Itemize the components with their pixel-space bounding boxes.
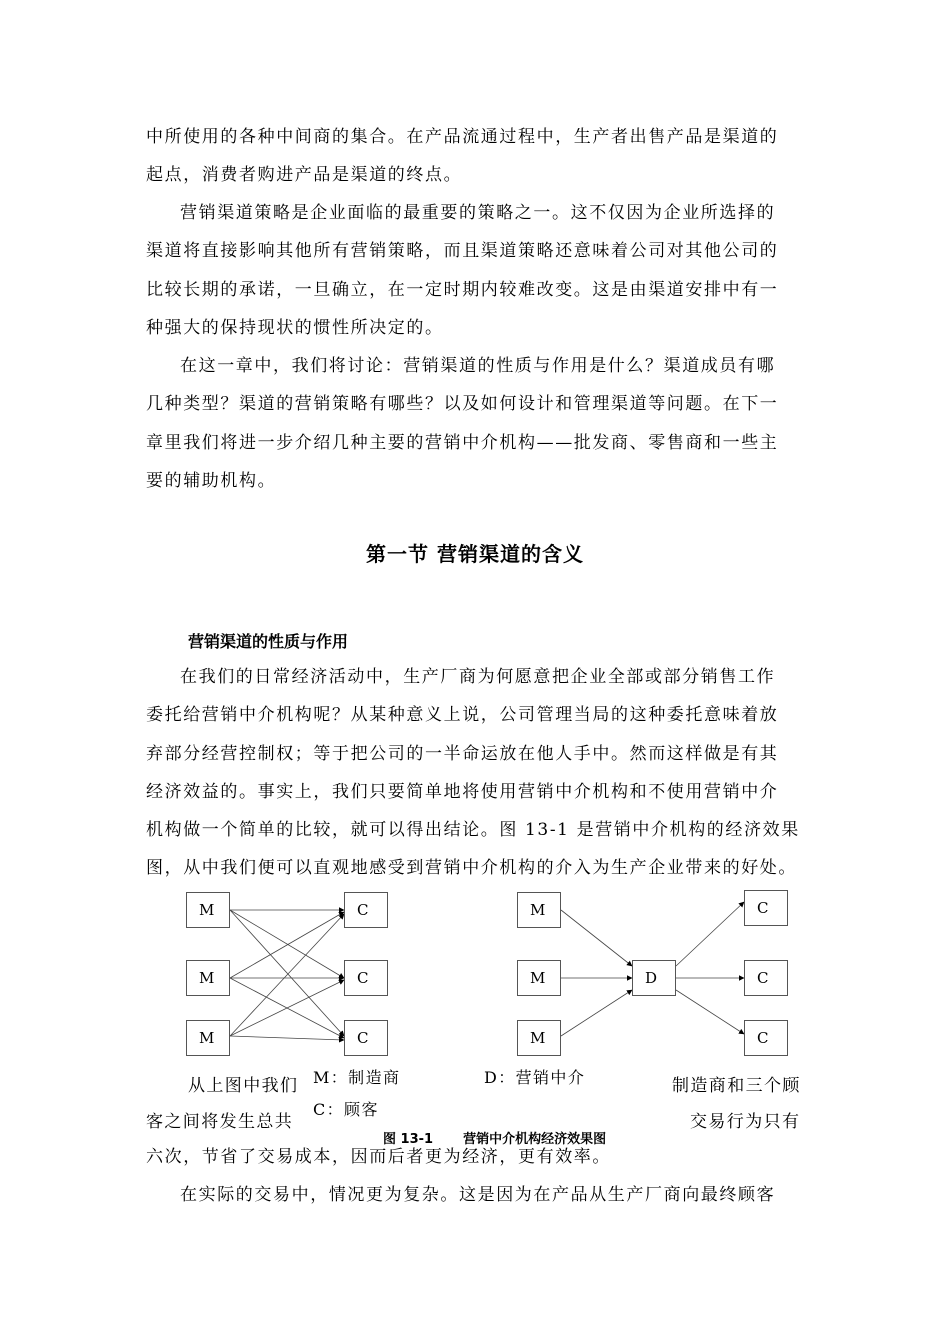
connector-line	[676, 902, 744, 966]
after-figure-text	[146, 1138, 806, 1215]
box-label: M	[199, 969, 215, 987]
connector-line	[230, 1036, 344, 1040]
box-label: C	[757, 969, 769, 987]
intermediary-box	[632, 960, 676, 996]
box-label: D	[645, 969, 658, 987]
text-line: 图，从中我们便可以直观地感受到营销中介机构的介入为生产企业带来的好处。	[146, 858, 797, 879]
connector-line	[230, 978, 344, 1038]
box-label: C	[757, 1029, 769, 1047]
customer-box	[344, 892, 388, 928]
connector-line	[230, 910, 344, 1036]
box-label: M	[199, 1029, 215, 1047]
legend-manufacturer: M：制造商	[313, 1068, 401, 1087]
box-label: M	[199, 901, 215, 919]
manufacturer-box	[186, 960, 230, 996]
text-line: 几种类型？渠道的营销策略有哪些？以及如何设计和管理渠道等问题。在下一	[146, 394, 779, 415]
text-line: 比较长期的承诺，一旦确立，在一定时期内较难改变。这是由渠道安排中有一	[146, 279, 779, 300]
intro-paragraph-3	[146, 347, 806, 500]
manufacturer-box	[517, 892, 561, 928]
connector-line	[230, 914, 344, 1036]
text-line: 营销渠道策略是企业面临的最重要的策略之一。这不仅因为企业所选择的	[180, 203, 776, 223]
text-line: 渠道将直接影响其他所有营销策略，而且渠道策略还意味着公司对其他公司的	[146, 241, 779, 262]
subsection-title: 营销渠道的性质与作用	[188, 632, 349, 651]
customer-box	[344, 1020, 388, 1056]
text-line: 六次，节省了交易成本，因而后者更为经济，更有效率。	[146, 1147, 611, 1167]
text-line: 机构做一个简单的比较，就可以得出结论。图 13-1 是营销中介机构的经济效果	[146, 820, 800, 841]
box-label: C	[357, 969, 369, 987]
text-line: 委托给营销中介机构呢？从某种意义上说，公司管理当局的这种委托意味着放	[146, 705, 779, 726]
box-label: M	[530, 901, 546, 919]
intro-paragraph-2	[146, 194, 806, 347]
connector-line	[230, 910, 344, 978]
box-label: C	[357, 901, 369, 919]
customer-box	[744, 960, 788, 996]
connector-line	[561, 990, 632, 1036]
text-line: 经济效益的。事实上，我们只要简单地将使用营销中介机构和不使用营销中介	[146, 781, 779, 802]
body-paragraph-4	[146, 658, 806, 888]
connector-line	[230, 980, 344, 1036]
box-label: C	[757, 899, 769, 917]
manufacturer-box	[186, 1020, 230, 1056]
text-line: 在这一章中，我们将讨论：营销渠道的性质与作用是什么？渠道成员有哪	[180, 356, 776, 376]
connector-line	[230, 912, 344, 978]
text-line: 章里我们将进一步介绍几种主要的营销中介机构——批发商、零售商和一些主	[146, 432, 779, 453]
legend-customer: C：顾客	[313, 1100, 379, 1119]
legend-intermediary: D：营销中介	[484, 1068, 586, 1087]
connector-line	[676, 990, 744, 1034]
box-label: C	[357, 1029, 369, 1047]
caption-number: 图 13-1	[383, 1132, 434, 1147]
box-label: M	[530, 1029, 546, 1047]
caption-title: 营销中介机构经济效果图	[463, 1132, 607, 1147]
text-line: 中所使用的各种中间商的集合。在产品流通过程中，生产者出售产品是渠道的	[146, 127, 779, 147]
customer-box	[744, 890, 788, 926]
text-line: 弃部分经营控制权；等于把公司的一半命运放在他人手中。然而这样做是有其	[146, 743, 779, 764]
text-fragment: 客之间将发生总共	[146, 1112, 294, 1132]
text-fragment: 交易行为只有	[690, 1112, 801, 1132]
customer-box	[344, 960, 388, 996]
text-line: 种强大的保持现状的惯性所决定的。	[146, 317, 444, 338]
manufacturer-box	[517, 1020, 561, 1056]
intro-paragraph-1	[146, 118, 806, 195]
manufacturer-box	[186, 892, 230, 928]
text-line: 要的辅助机构。	[146, 470, 277, 491]
text-line: 在我们的日常经济活动中，生产厂商为何愿意把企业全部或部分销售工作	[180, 667, 776, 687]
section-title: 第一节 营销渠道的含义	[366, 542, 584, 566]
manufacturer-box	[517, 960, 561, 996]
text-fragment: 从上图中我们	[188, 1076, 299, 1096]
text-fragment: 制造商和三个顾	[672, 1076, 801, 1096]
box-label: M	[530, 969, 546, 987]
connector-line	[561, 910, 632, 966]
customer-box	[744, 1020, 788, 1056]
text-line: 起点，消费者购进产品是渠道的终点。	[146, 165, 463, 186]
text-line: 在实际的交易中，情况更为复杂。这是因为在产品从生产厂商向最终顾客	[180, 1185, 776, 1206]
